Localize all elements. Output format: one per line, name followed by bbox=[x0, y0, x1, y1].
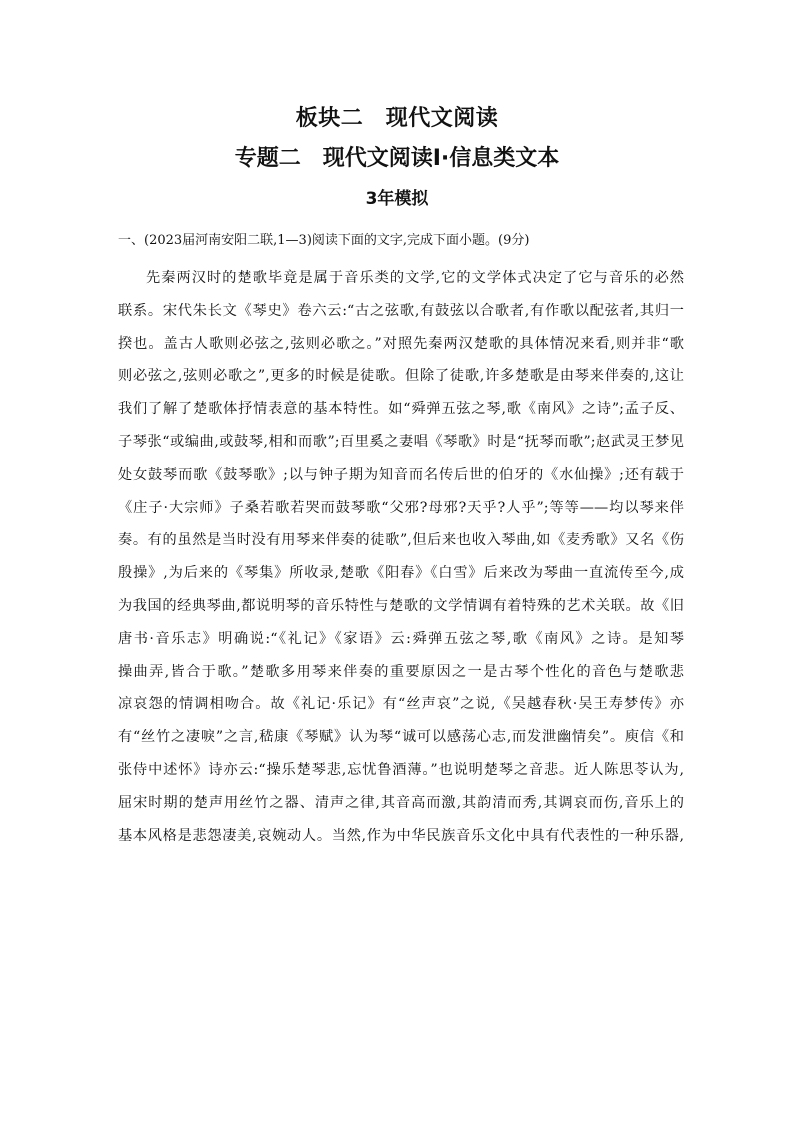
section-title: 板块二 现代文阅读 bbox=[295, 106, 499, 131]
passage-line: 联系。宋代朱长文《琴史》卷六云:“古之弦歌,有鼓弦以合歌者,有作歌以配弦者,其归一 bbox=[118, 302, 684, 319]
passage-line: 《庄子·大宗师》子桑若歌若哭而鼓琴歌“父邪?母邪?天乎?人乎”;等等——均以琴来伴 bbox=[118, 499, 684, 516]
passage-line: 张侍中述怀》诗亦云:“操乐楚琴悲,忘忧鲁酒薄。”也说明楚琴之音悲。近人陈思苓认为, bbox=[118, 761, 684, 778]
passage-line: 殷操》,为后来的《琴集》所收录,楚歌《阳春》《白雪》后来改为琴曲一直流传至今,成 bbox=[118, 565, 684, 582]
passage-line: 则必弦之,弦则必歌之”,更多的时候是徒歌。但除了徒歌,许多楚歌是由琴来伴奏的,这让 bbox=[118, 368, 684, 385]
passage-line: 揆也。盖古人歌则必弦之,弦则必歌之。”对照先秦两汉楚歌的具体情况来看,则并非“歌 bbox=[118, 335, 684, 352]
passage-line: 操曲弄,皆合于歌。”楚歌多用琴来伴奏的重要原因之一是古琴个性化的音色与楚歌悲 bbox=[118, 663, 684, 680]
question-instruction: 一、(2023届河南安阳二联,1—3)阅读下面的文字,完成下面小题。(9分) bbox=[118, 233, 530, 248]
passage-line: 凉哀怨的情调相吻合。故《礼记·乐记》有“丝声哀”之说,《吴越春秋·吴王寿梦传》亦 bbox=[118, 696, 684, 713]
passage-line: 基本风格是悲怨凄美,哀婉动人。当然,作为中华民族音乐文化中具有代表性的一种乐器, bbox=[118, 827, 684, 844]
subsection-title: 3年模拟 bbox=[365, 189, 429, 209]
passage-line: 先秦两汉时的楚歌毕竟是属于音乐类的文学,它的文学体式决定了它与音乐的必然 bbox=[146, 270, 684, 286]
passage-line: 奏。有的虽然是当时没有用琴来伴奏的徒歌”,但后来也收入琴曲,如《麦秀歌》又名《伤 bbox=[118, 532, 684, 549]
passage-line: 唐书·音乐志》明确说:“《礼记》《家语》云:舜弹五弦之琴,歌《南风》之诗。是知琴 bbox=[118, 630, 684, 647]
passage-line: 屈宋时期的楚声用丝竹之器、清声之律,其音高而激,其韵清而秀,其调哀而伤,音乐上的 bbox=[118, 794, 684, 811]
passage-line: 子琴张“或编曲,或鼓琴,相和而歌”;百里奚之妻唱《琴歌》时是“抚琴而歌”;赵武灵王梦见 bbox=[118, 433, 684, 450]
passage-line: 为我国的经典琴曲,都说明琴的音乐特性与楚歌的文学情调有着特殊的艺术关联。故《旧 bbox=[118, 597, 684, 614]
passage-line: 处女鼓琴而歌《鼓琴歌》;以与钟子期为知音而名传后世的伯牙的《水仙操》;还有载于 bbox=[118, 466, 684, 483]
passage-line: 有“丝竹之凄唳”之言,嵇康《琴赋》认为琴“诚可以感荡心志,而发泄幽情矣”。庾信《和 bbox=[118, 729, 684, 746]
reading-passage bbox=[118, 262, 684, 852]
passage-line: 我们了解了楚歌体抒情表意的基本特性。如“舜弹五弦之琴,歌《南风》之诗”;孟子反、 bbox=[118, 401, 684, 418]
topic-title: 专题二 现代文阅读Ⅰ·信息类文本 bbox=[234, 146, 560, 171]
